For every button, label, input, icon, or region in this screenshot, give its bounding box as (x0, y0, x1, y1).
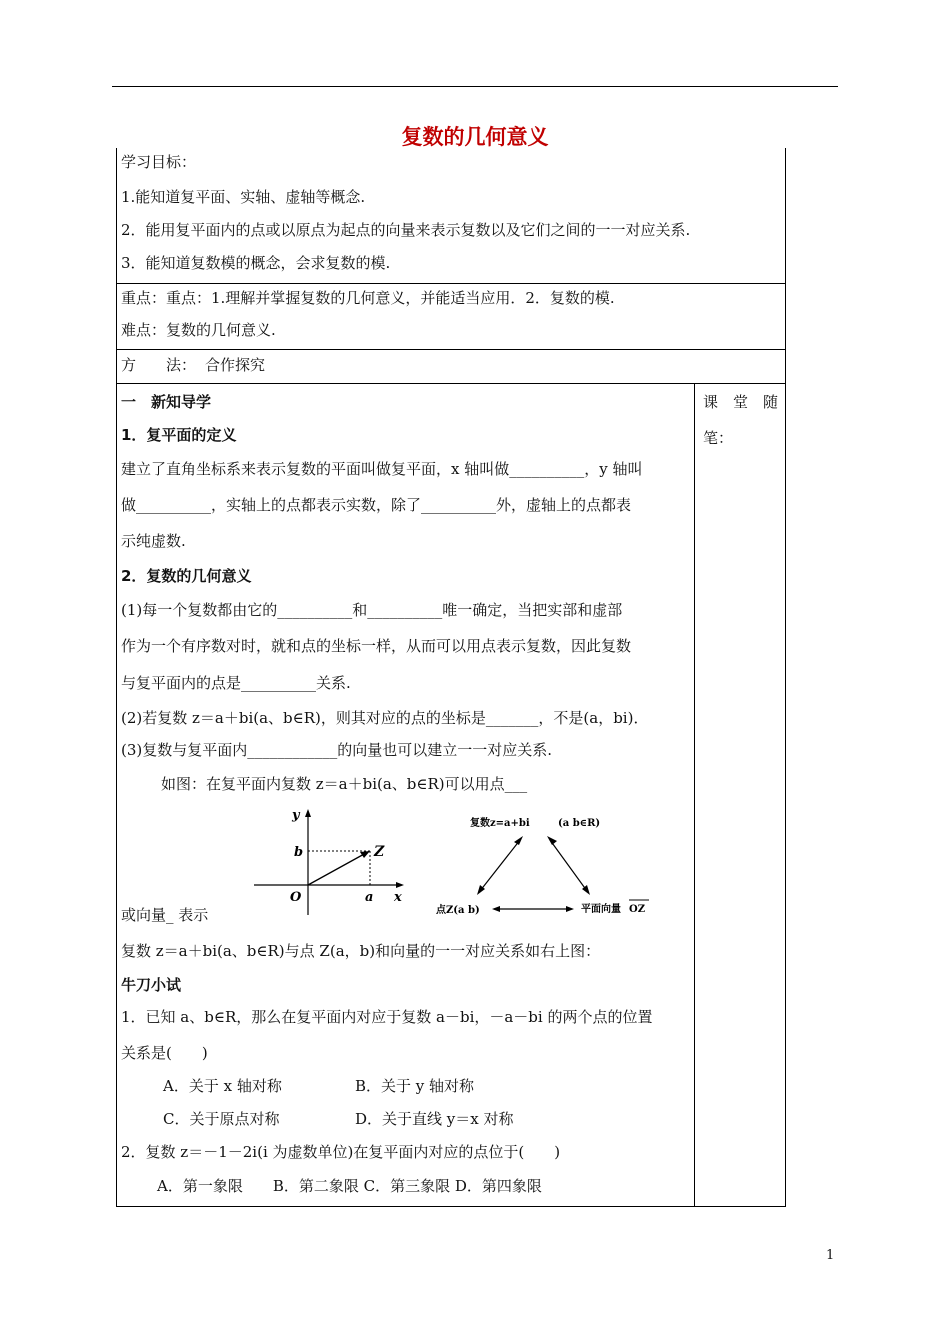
notes-label: 课 堂 随 (703, 393, 779, 411)
notes-label: 笔： (703, 429, 734, 447)
question: 关系是( ) (121, 1044, 208, 1062)
key-point: 重点：重点：1.理解并掌握复数的几何意义，并能适当应用．2．复数的模. (121, 289, 615, 307)
column-divider (694, 383, 695, 1206)
a-label: a (365, 890, 374, 905)
arrow-line (550, 840, 587, 891)
paragraph: 或向量_ 表示 (121, 906, 209, 924)
practice-heading: 牛刀小试 (121, 976, 182, 994)
subsection-heading: 1．复平面的定义 (121, 426, 237, 444)
page-number: 1 (826, 1248, 835, 1263)
paragraph: 作为一个有序数对时，就和点的坐标一样，从而可以用点表示复数，因此复数 (121, 637, 632, 655)
paragraph: (1)每一个复数都由它的__________和__________唯一确定，当把实部和虚部 (121, 601, 623, 619)
origin-label: O (290, 890, 302, 905)
goal-item: 3．能知道复数模的概念，会求复数的模. (121, 254, 391, 272)
paragraph: 建立了直角坐标系来表示复数的平面叫做复平面，x 轴叫做__________，y 轴叫 (121, 460, 643, 478)
vector-node: 平面向量 (581, 904, 621, 915)
paragraph: 复数 z＝a＋bi(a、b∈R)与点 Z(a，b)和向量的一一对应关系如右上图： (121, 942, 601, 960)
goal-item: 2．能用复平面内的点或以原点为起点的向量来表示复数以及它们之间的一一对应关系. (121, 221, 691, 239)
row-divider (116, 349, 786, 350)
y-axis-arrow (305, 809, 311, 817)
vector-arrow (360, 851, 370, 858)
paragraph: (3)复数与复平面内____________的向量也可以建立一一对应关系. (121, 741, 553, 759)
goals-heading: 学习目标： (121, 153, 197, 171)
option: D．关于直线 y＝x 对称 (355, 1110, 514, 1128)
arrow-head (492, 906, 500, 912)
paragraph: 如图：在复平面内复数 z＝a＋bi(a、b∈R)可以用点___ (161, 775, 528, 793)
z-label: Z (374, 844, 385, 860)
vector-name: OZ (629, 904, 646, 915)
difficult-point: 难点：复数的几何意义. (121, 321, 276, 339)
row-divider (116, 383, 786, 384)
row-divider (116, 283, 786, 284)
x-axis-arrow (396, 882, 404, 888)
paragraph: 与复平面内的点是__________关系. (121, 674, 351, 692)
x-label: x (394, 890, 402, 905)
method-label: 方 法： (121, 356, 197, 374)
header-rule (112, 86, 838, 87)
arrow-line (480, 840, 520, 891)
vector-oz (308, 853, 366, 885)
complex-plane-figure (248, 805, 418, 920)
page-title: 复数的几何意义 (401, 125, 549, 149)
option: A．第一象限 B．第二象限 C．第三象限 D．第四象限 (157, 1177, 542, 1195)
paragraph: (2)若复数 z＝a＋bi(a、b∈R)，则其对应的点的坐标是_______，不是(a，bi)． (121, 709, 649, 727)
arrow-head (547, 836, 557, 845)
option: C．关于原点对称 (163, 1110, 280, 1128)
subsection-heading: 2．复数的几何意义 (121, 567, 252, 585)
option: A．关于 x 轴对称 (163, 1077, 282, 1095)
question: 1．已知 a、b∈R，那么在复平面内对应于复数 a－bi，－a－bi 的两个点的位置 (121, 1008, 653, 1026)
arrow-head (514, 836, 523, 845)
complex-number-node: 复数z=a+bi (470, 818, 530, 829)
option: B．关于 y 轴对称 (355, 1077, 475, 1095)
correspondence-figure (430, 808, 660, 918)
complex-condition: (a b∈R) (558, 818, 601, 829)
b-label: b (294, 845, 304, 860)
method-value: 合作探究 (205, 356, 266, 374)
point-node: 点Z(a b) (436, 905, 480, 916)
paragraph: 做__________，实轴上的点都表示实数，除了__________外，虚轴上的点都表 (121, 496, 632, 514)
y-label: y (292, 808, 300, 823)
question: 2．复数 z＝－1－2i(i 为虚数单位)在复平面内对应的点位于( ) (121, 1143, 561, 1161)
goal-item: 1.能知道复平面、实轴、虚轴等概念. (121, 188, 366, 206)
paragraph: 示纯虚数. (121, 532, 186, 550)
arrow-head (566, 906, 574, 912)
section-heading: 一 新知导学 (121, 393, 212, 411)
